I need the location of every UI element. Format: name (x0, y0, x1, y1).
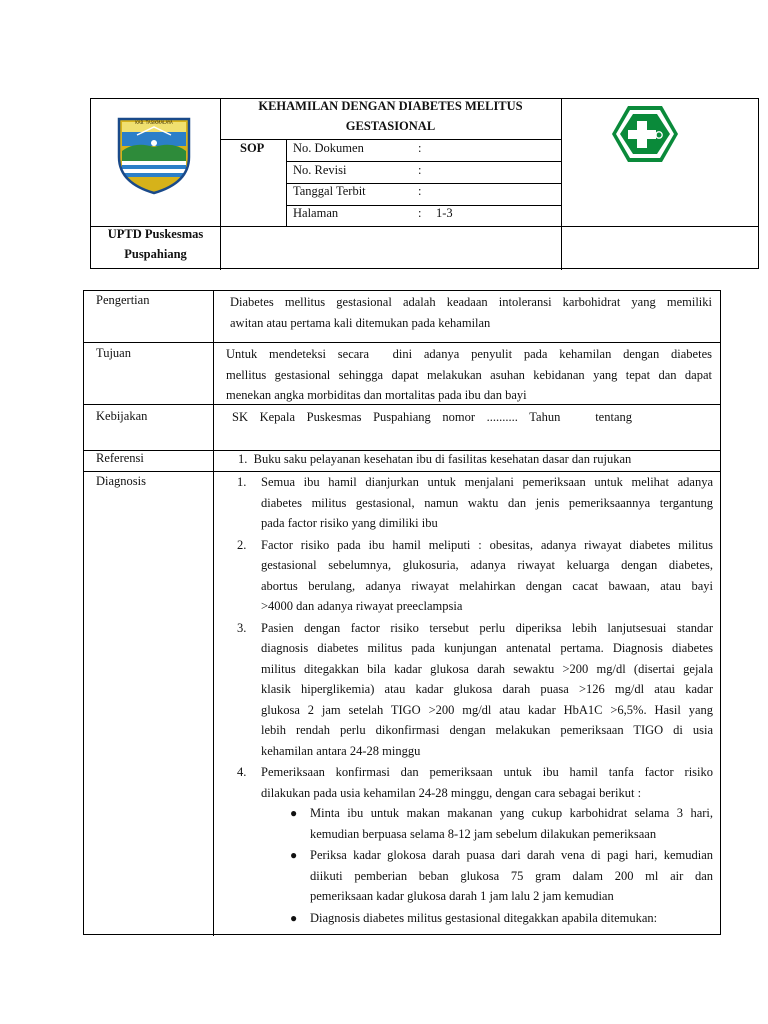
diagnosis-line: kehamilan antara 24-28 minggu (261, 743, 421, 758)
referensi-item: 1. Buku saku pelayanan kesehatan ibu di fasilitas kesehatan dasar dan rujukan (238, 452, 632, 466)
diagnosis-item (226, 535, 713, 617)
diagnosis-list (226, 472, 713, 928)
bullet-icon: ● (290, 806, 298, 820)
regency-logo-text: KAB. TASIKMALAYA (135, 120, 173, 125)
field-tanggal-terbit-label: Tanggal Terbit (293, 184, 366, 198)
row-content-kebijakan (232, 407, 632, 428)
bullet-line: diikuti pemberian beban glukosa 75 gram dalam 200 ml air dan (310, 868, 713, 883)
diagnosis-line: Pemeriksaan konfirmasi dan pemeriksaan untuk ibu hamil tanfa factor risiko (261, 765, 713, 779)
diagnosis-line: klasik hiperglikemia) atau kadar glukosa darah puasa >126 mg/dl atau kadar (261, 682, 713, 696)
row-content-diagnosis (226, 472, 713, 929)
row-label-pengertian: Pengertian (96, 293, 150, 307)
row-content-tujuan (226, 344, 712, 406)
field-no-dokumen-colon: : (418, 141, 422, 155)
field-no-dokumen-label: No. Dokumen (293, 141, 364, 155)
diagnosis-line: militus ditegakkan bila kadar glukosa darah sewaktu >200 mg/dl (disertai gejala (261, 661, 713, 676)
puskesmas-logo (611, 105, 679, 163)
regency-logo (115, 113, 193, 195)
diagnosis-line: abortus berulang, adanya riwayat melahirkan dengan cacat bawaan, atau bayi (261, 578, 713, 593)
diagnosis-line: gestasional sebelumnya, glukosuria, adanya riwayat keluarga dengan diabetes, (261, 558, 713, 572)
org-name-line2: Puspahiang (124, 247, 187, 261)
bullet-line: Diagnosis diabetes militus gestasional ditegakkan apabila ditemukan: (310, 910, 658, 925)
row-content-pengertian (230, 292, 712, 333)
sop-label: SOP (240, 141, 265, 155)
row-label-tujuan: Tujuan (96, 346, 131, 360)
diagnosis-item-number: 2. (237, 537, 247, 552)
field-halaman-value: 1-3 (436, 206, 453, 220)
diagnosis-item (226, 762, 713, 928)
diagnosis-sublist (285, 803, 713, 928)
row-label-referensi: Referensi (96, 451, 144, 465)
tujuan-line: mellitus gestasional sehingga dapat melakukan asuhan kebidanan yang tepat dan dapat (226, 367, 712, 382)
bullet-line: pemeriksaan kadar glukosa darah 1 jam lalu 2 jam kemudian (310, 889, 614, 903)
sop-content-table (83, 290, 721, 935)
diagnosis-line: Pasien dengan factor risiko tersebut perlu diperiksa lebih lanjutsesuai standar (261, 620, 713, 635)
diagnosis-line: glukosa 2 jam setelah TIGO >200 mg/dl atau kadar HbA1C >6,5%. Hasil yang (261, 702, 713, 717)
diagnosis-item-number: 1. (237, 475, 247, 489)
bullet-line: Periksa kadar glokosa darah puasa dari darah vena di pagi hari, kemudian (310, 848, 713, 862)
pengertian-line: Diabetes mellitus gestasional adalah keadaan intoleransi karbohidrat yang memiliki (230, 295, 712, 309)
diagnosis-line: >4000 dan adanya riwayat preeclampsia (261, 599, 463, 613)
pengertian-line: awitan atau pertama kali ditemukan pada kehamilan (230, 315, 491, 330)
diagnosis-bullet (285, 803, 713, 844)
diagnosis-line: diabetes militus gestasional, namun waktu dan jenis pemeriksaannya tergantung (261, 495, 713, 510)
field-halaman-colon: : (418, 206, 422, 220)
org-name-line1: UPTD Puskesmas (107, 227, 204, 241)
kebijakan-text: SK Kepala Puskesmas Puspahiang nomor .......... Tahun tentang (232, 410, 632, 424)
field-halaman-label: Halaman (293, 206, 339, 220)
diagnosis-line: Semua ibu hamil dianjurkan untuk menjalani pemeriksaan untuk melihat adanya (261, 475, 713, 489)
diagnosis-item (226, 618, 713, 762)
diagnosis-bullet (285, 845, 713, 907)
bullet-icon: ● (290, 848, 298, 862)
field-no-revisi-colon: : (418, 163, 422, 177)
diagnosis-line: dilakukan pada usia kehamilan 24-28 minggu, dengan cara sebagai berikut : (261, 785, 642, 800)
diagnosis-line: Factor risiko pada ibu hamil meliputi : obesitas, adanya riwayat diabetes militus (261, 537, 713, 552)
sop-header-table (90, 98, 759, 269)
field-no-revisi-label: No. Revisi (293, 163, 347, 177)
doc-title-line2: GESTASIONAL (345, 119, 436, 133)
row-label-diagnosis: Diagnosis (96, 474, 146, 488)
diagnosis-item-number: 3. (237, 620, 247, 635)
doc-title-line1: KEHAMILAN DENGAN DIABETES MELITUS (258, 99, 523, 113)
row-label-kebijakan: Kebijakan (96, 409, 148, 423)
bullet-line: kemudian berpuasa selama 8-12 jam sebelum dilakukan pemeriksaan (310, 826, 657, 841)
row-content-referensi (238, 449, 712, 470)
diagnosis-line: pada factor risiko yang dimiliki ibu (261, 516, 438, 530)
bullet-icon: ● (290, 910, 298, 925)
diagnosis-item-number: 4. (237, 765, 247, 779)
bullet-line: Minta ibu untuk makan makanan yang cukup karbohidrat selama 3 hari, (310, 806, 713, 820)
diagnosis-item (226, 472, 713, 534)
diagnosis-line: diagnosis diabetes militus pada kunjungan antenatal pertama. Diagnosis diabetes (261, 641, 713, 655)
diagnosis-bullet (285, 908, 713, 929)
tujuan-line: menekan angka morbiditas dan mortalitas pada ibu dan bayi (226, 388, 527, 402)
field-tanggal-terbit-colon: : (418, 184, 422, 198)
diagnosis-line: lebih rendah perlu dikonfirmasi dengan melakukan pemeriksaan TIGO di usia (261, 723, 713, 737)
tujuan-line: Untuk mendeteksi secara dini adanya penyulit pada kehamilan dengan diabetes (226, 347, 712, 361)
